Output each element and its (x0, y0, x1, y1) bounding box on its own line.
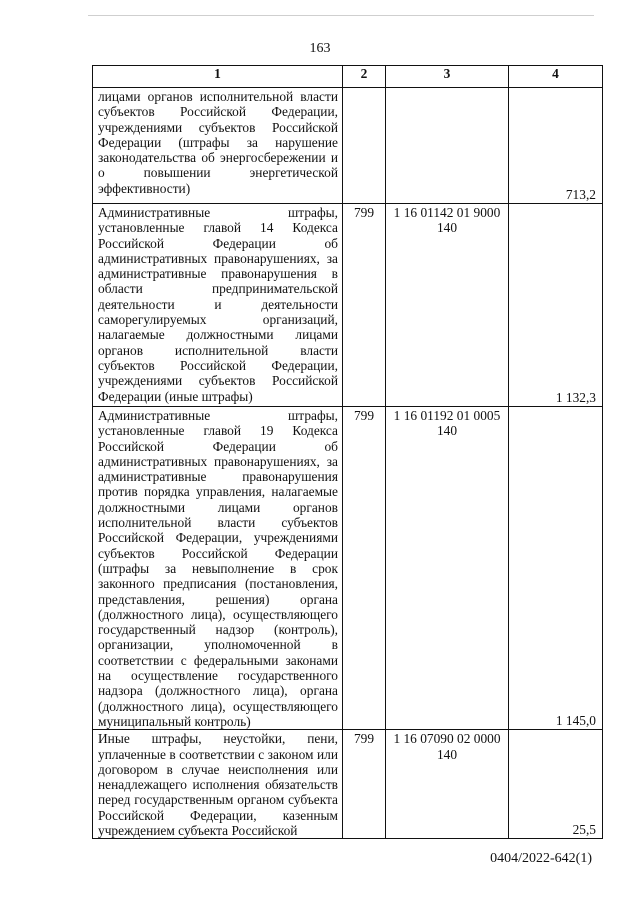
row-description: Административные штрафы, установленные главой 14 Кодекса Российской Федерации об административных правонарушениях, за административные правонарушения в области предпринимательской деятельности и деятельности саморегулируемых организаций, налагаемые должностными лицами органов исполнительной власти субъектов Российской Федерации, учреждениями субъектов Российской Федерации (иные штрафы) (93, 204, 343, 407)
column-header-1: 1 (93, 66, 343, 88)
column-header-2: 2 (343, 66, 386, 88)
column-header-3: 3 (386, 66, 509, 88)
row-description: лицами органов исполнительной власти субъектов Российской Федерации, учреждениями субъектов Российской Федерации (штрафы за нарушение законодательства об энергосбережении и о повышении энергетической эффективности) (93, 88, 343, 204)
row-description: Административные штрафы, установленные главой 19 Кодекса Российской Федерации об административных правонарушениях, за административные правонарушения против порядка управления, налагаемые должностными лицами органов исполнительной власти субъектов Российской Федерации, учреждениями субъектов Российской Федерации (штрафы за невыполнение в срок законного предписания (постановления, представления, решения) органа (должностного лица), осуществляющего государственный надзор (контроль), организации, уполномоченной в соответствии с федеральными законами на осуществление государственного надзора (должностного лица), органа (должностного лица), осуществляющего муниципальный контроль) (93, 407, 343, 730)
row-budget-code: 1 16 01192 01 0005 140 (386, 407, 509, 730)
row-budget-code (386, 88, 509, 204)
row-description: Иные штрафы, неустойки, пени, уплаченные в соответствии с законом или договором в случае неисполнения или ненадлежащего исполнения обязательств перед государственным органом субъекта Российской Федерации, казенным учреждением субъекта Российской (93, 730, 343, 839)
row-admin-code: 799 (343, 730, 386, 839)
row-admin-code (343, 88, 386, 204)
table-header-row (93, 66, 603, 88)
column-header-4: 4 (509, 66, 603, 88)
table-row (93, 407, 603, 730)
scan-top-edge (88, 15, 594, 16)
row-amount: 25,5 (509, 730, 603, 839)
row-amount: 713,2 (509, 88, 603, 204)
table-row (93, 204, 603, 407)
row-amount: 1 145,0 (509, 407, 603, 730)
page-number: 163 (309, 41, 331, 56)
row-admin-code: 799 (343, 407, 386, 730)
row-budget-code: 1 16 07090 02 0000 140 (386, 730, 509, 839)
table-row (93, 88, 603, 204)
revenue-table (92, 65, 603, 839)
row-admin-code: 799 (343, 204, 386, 407)
document-code: 0404/2022-642(1) (490, 851, 592, 866)
row-amount: 1 132,3 (509, 204, 603, 407)
table-row (93, 730, 603, 839)
row-budget-code: 1 16 01142 01 9000 140 (386, 204, 509, 407)
